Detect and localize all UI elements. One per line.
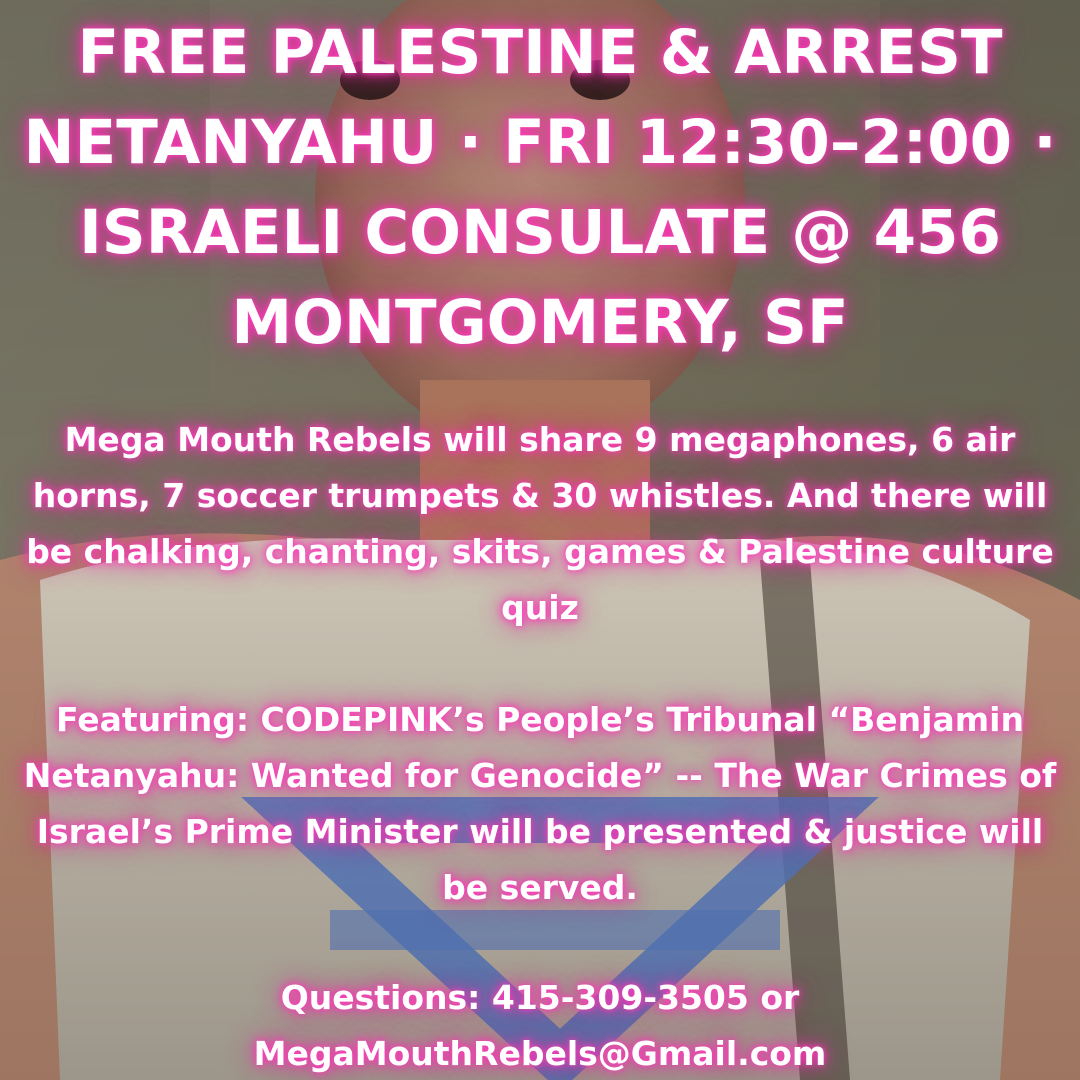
- headline: FREE PALESTINE & ARREST NETANYAHU · FRI 12:30–2:00 · ISRAELI CONSULATE @ 456 MONTGOMERY, SF: [23, 17, 1057, 358]
- activities-paragraph: Mega Mouth Rebels will share 9 megaphones, 6 air horns, 7 soccer trumpets & 30 whistles. And there will be chalking, chanting, skits, games & Palestine culture quiz: [26, 420, 1054, 627]
- contact-email-line: MegaMouthRebels@Gmail.com: [253, 1034, 827, 1073]
- contact-info: [10, 970, 1070, 1080]
- contact-phone-line: Questions: 415-309-3505 or: [280, 978, 800, 1017]
- featuring-paragraph: Featuring: CODEPINK’s People’s Tribunal “Benjamin Netanyahu: Wanted for Genocide” -- The War Crimes of Israel’s Prime Minister will be presented & justice will be served.: [23, 700, 1057, 907]
